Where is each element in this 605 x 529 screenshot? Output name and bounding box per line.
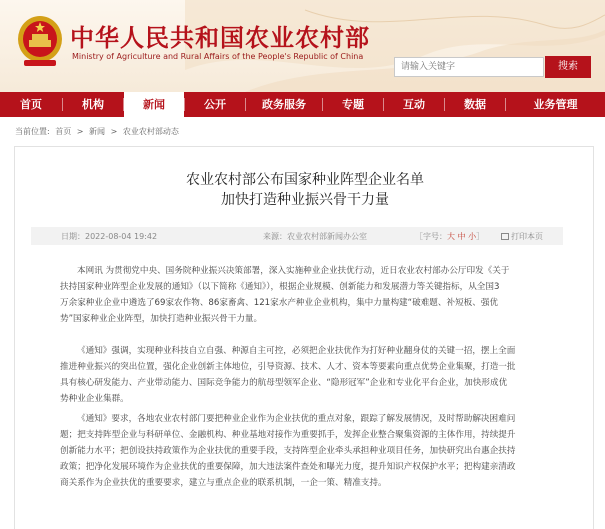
nav-item-public[interactable]: 公开 xyxy=(204,98,226,111)
paragraph-line: 推进种业振兴的突出位置，强化企业创新主体地位，引导资源、技术、人才、资本等要素向重点优势企业集聚，打造一批 xyxy=(60,362,516,372)
breadcrumb xyxy=(15,126,182,137)
nav-item-business[interactable]: 业务管理 xyxy=(533,98,578,111)
search-button[interactable]: 搜索 xyxy=(545,56,591,78)
breadcrumb-link-home[interactable]: 首页 xyxy=(55,127,72,136)
nav-item-interaction[interactable]: 互动 xyxy=(403,98,425,111)
font-size-close: ］ xyxy=(476,232,485,241)
paragraph-line: 政策；把净化发展环境作为企业扶优的重要保障，加大违法案件查处和曝光力度，提升知识产权保护水平；把构建亲清政 xyxy=(60,462,516,472)
paragraph-line: 扶持国家种业阵型企业发展的通知》（以下简称《通知》），根据企业规模、创新能力和发展潜力等关键指标，从全国3 xyxy=(60,282,500,292)
font-size-medium-button[interactable]: 中 xyxy=(457,232,466,241)
breadcrumb-separator: > xyxy=(76,127,84,136)
font-size-small-button[interactable]: 小 xyxy=(468,232,477,241)
article-meta-bar xyxy=(31,227,563,245)
nav-item-home[interactable]: 首页 xyxy=(20,98,42,111)
nav-item-organization[interactable]: 机构 xyxy=(82,98,104,111)
breadcrumb-prefix: 当前位置: xyxy=(15,127,50,136)
article-date: 日期：2022-08-04 19:42 xyxy=(61,232,158,241)
site-subtitle: Ministry of Agriculture and Rural Affairs of the People's Republic of China xyxy=(72,52,364,61)
paragraph-line: 商关系作为企业扶优的重要要求，建立与重点企业的联系机制，一企一策、精准支持。 xyxy=(60,478,387,488)
paragraph-line: 题；把支持阵型企业与科研单位、金融机构、种业基地对接作为重要抓手，发挥企业整合聚集资源的主体作用，持续提升 xyxy=(60,430,516,440)
breadcrumb-link-ministry-news[interactable]: 农业农村部动态 xyxy=(122,127,179,136)
search-input[interactable] xyxy=(394,57,544,77)
article-paragraph xyxy=(60,343,552,407)
site-header xyxy=(0,0,605,92)
nav-item-news[interactable]: 新闻 xyxy=(124,92,184,117)
print-label: 打印本页 xyxy=(511,232,543,241)
paragraph-line: 本网讯 为贯彻党中央、国务院种业振兴决策部署，深入实施种业企业扶优行动，近日农业农村部办公厅印发《关于 xyxy=(77,266,510,276)
article-paragraph xyxy=(60,263,552,327)
paragraph-line: 《通知》要求，各地农业农村部门要把种业企业作为企业扶优的重点对象，跟踪了解发展情况，及时帮助解决困难问 xyxy=(77,414,516,424)
main-nav xyxy=(0,92,605,117)
article-title-line-1: 农业农村部公布国家种业阵型企业名单 xyxy=(186,172,424,188)
font-size-control xyxy=(415,231,484,242)
font-size-label: ［字号： xyxy=(415,232,447,241)
article-title-line-2: 加快打造种业振兴骨干力量 xyxy=(221,192,389,208)
paragraph-line: 势”国家种业企业阵型，加快打造种业振兴骨干力量。 xyxy=(60,314,263,324)
print-button[interactable] xyxy=(501,231,543,242)
paragraph-line: 具有核心研发能力、产业带动能力、国际竞争能力的航母型领军企业、“隐形冠军”企业和专业化平台企业，加快形成优 xyxy=(60,378,508,388)
paragraph-line: 万余家种业企业中遴选了69家农作物、86家畜禽、121家水产种业企业机构，集中力量构建“破难题、补短板、强优 xyxy=(60,298,499,308)
national-emblem-icon xyxy=(16,14,64,68)
paragraph-line: 势种业企业集群。 xyxy=(60,394,129,404)
printer-icon xyxy=(501,233,509,240)
nav-item-topics[interactable]: 专题 xyxy=(342,98,364,111)
breadcrumb-link-news[interactable]: 新闻 xyxy=(89,127,106,136)
paragraph-line: 《通知》强调，实现种业科技自立自强、种源自主可控，必须把企业扶优作为打好种业翻身仗的关键一招，摆上全面 xyxy=(77,346,516,356)
article-container xyxy=(14,146,594,529)
paragraph-line: 创新能力水平；把创设扶持政策作为企业扶优的重要手段，支持阵型企业牵头承担种业项目任务，加快研究出台惠企扶持 xyxy=(60,446,516,456)
breadcrumb-separator: > xyxy=(110,127,118,136)
nav-item-services[interactable]: 政务服务 xyxy=(262,98,306,111)
site-title: 中华人民共和国农业农村部 xyxy=(70,24,370,52)
article-paragraph xyxy=(60,411,552,491)
article-source: 来源：农业农村部新闻办公室 xyxy=(263,232,367,241)
nav-item-data[interactable]: 数据 xyxy=(464,98,486,111)
font-size-large-button[interactable]: 大 xyxy=(447,232,455,241)
